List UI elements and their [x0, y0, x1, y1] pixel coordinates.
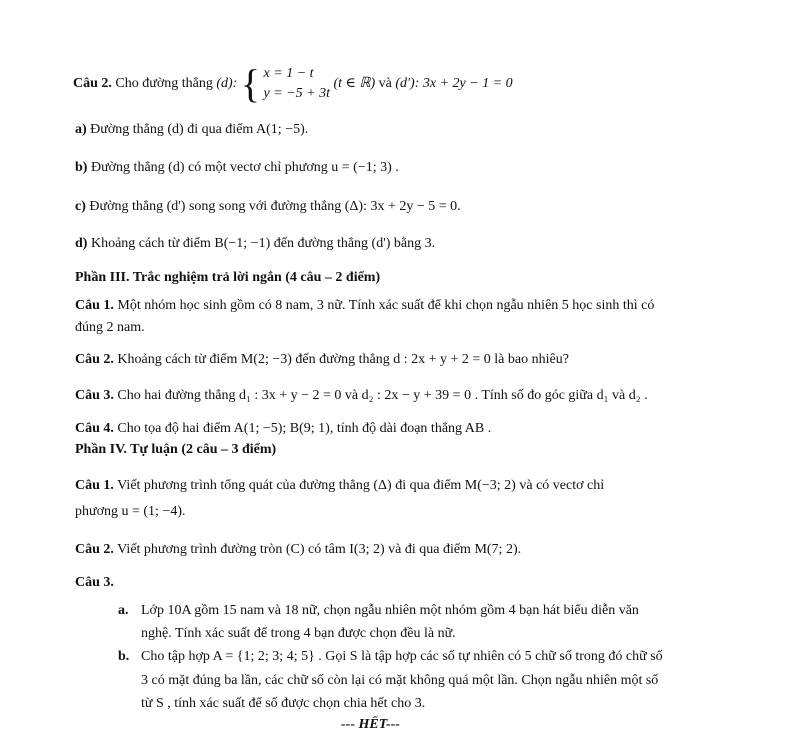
statement-c: [75, 198, 461, 216]
param-system: [240, 61, 330, 106]
p3-q2: [75, 351, 569, 369]
question-text: Viết phương trình đường tròn (C) có tâm I(3; 2) và đi qua điểm M(7; 2).: [117, 542, 522, 557]
question-text: Một nhóm học sinh gồm có 8 nam, 3 nữ. Tính xác suất để khi chọn ngẫu nhiên 5 học sinh thì có: [117, 298, 655, 313]
statement-label: c): [75, 199, 86, 214]
statement-text: Đường thẳng (d) đi qua điểm A(1; −5).: [90, 122, 309, 137]
statement-label: b): [75, 160, 88, 175]
brace-icon: {: [240, 61, 261, 106]
subpart-label: a.: [118, 603, 129, 618]
p3-q4: [75, 420, 491, 438]
p3-q3: [75, 387, 648, 405]
p3-q1-line1: [75, 297, 654, 315]
end-marker: --- HẾT---: [341, 717, 400, 732]
system-row-x: x = 1 − t: [263, 66, 314, 81]
p4-q1-line1: [75, 477, 604, 495]
conj: và: [378, 76, 392, 92]
p4-q3b-label: [118, 648, 129, 666]
statement-text: Đường thẳng (d') song song với đường thẳng (Δ): 3x + 2y − 5 = 0.: [89, 199, 461, 214]
question-text: Cho hai đường thẳng d₁ : 3x + y − 2 = 0 và d₂ : 2x − y + 39 = 0 . Tính số đo góc giữa d₁ và d₂ .: [117, 388, 648, 403]
question-label: Câu 4.: [75, 421, 114, 436]
question-label: Câu 1.: [75, 478, 114, 493]
param-domain: (t ∈ ℝ): [333, 76, 376, 92]
question-label: Câu 3.: [75, 388, 114, 403]
line-d-prime: (d'): 3x + 2y − 1 = 0: [395, 76, 513, 92]
statement-d: [75, 235, 435, 253]
p4-q3a-line2: nghệ. Tính xác suất để trong 4 bạn được chọn đều là nữ.: [141, 626, 456, 641]
question-text: Cho tọa độ hai điểm A(1; −5); B(9; 1), tính độ dài đoạn thẳng AB .: [117, 421, 492, 436]
statement-a: [75, 121, 308, 139]
statement-text: Khoảng cách từ điểm B(−1; −1) đến đường thẳng (d') bằng 3.: [90, 236, 436, 251]
p4-q3a-line1: Lớp 10A gồm 15 nam và 18 nữ, chọn ngẫu nhiên một nhóm gồm 4 bạn hát biểu diễn văn: [141, 603, 639, 618]
p4-q3-label: Câu 3.: [75, 575, 114, 590]
question-label: Câu 2.: [75, 542, 114, 557]
p4-q3b-line2: 3 có mặt đúng ba lần, các chữ số còn lại có mặt không quá một lần. Chọn ngẫu nhiên một số: [141, 673, 659, 688]
p4-q3b-line1: Cho tập hợp A = {1; 2; 3; 4; 5} . Gọi S là tập hợp các số tự nhiên có 5 chữ số trong đó chữ số: [141, 649, 663, 664]
part3-heading: Phần III. Trắc nghiệm trả lời ngắn (4 câu – 2 điểm): [75, 270, 381, 285]
p4-q1-line2: phương u = (1; −4).: [75, 504, 186, 519]
p4-q3b-line3: từ S , tính xác suất để số được chọn chia hết cho 3.: [141, 696, 426, 711]
q2-text: Cho đường thẳng: [115, 76, 213, 92]
p3-q1-line2: đúng 2 nam.: [75, 320, 145, 335]
part4-heading: Phần IV. Tự luận (2 câu – 3 điểm): [75, 442, 277, 457]
statement-text: Đường thẳng (d) có một vectơ chỉ phương u = (−1; 3) .: [90, 160, 399, 175]
p4-q3a-label: [118, 602, 129, 620]
question-text: Khoảng cách từ điểm M(2; −3) đến đường thẳng d : 2x + y + 2 = 0 là bao nhiêu?: [117, 352, 569, 367]
question-text: Viết phương trình tổng quát của đường thẳng (Δ) đi qua điểm M(−3; 2) và có vectơ chỉ: [117, 478, 605, 493]
q2-label: Câu 2.: [73, 76, 112, 92]
statement-b: [75, 159, 399, 177]
q2-intro: [73, 61, 513, 106]
question-label: Câu 2.: [75, 352, 114, 367]
subpart-label: b.: [118, 649, 130, 664]
line-d-label: (d):: [216, 76, 238, 92]
statement-label: a): [75, 122, 87, 137]
statement-label: d): [75, 236, 88, 251]
system-row-y: y = −5 + 3t: [263, 86, 330, 101]
question-label: Câu 1.: [75, 298, 114, 313]
p4-q2: [75, 541, 521, 559]
